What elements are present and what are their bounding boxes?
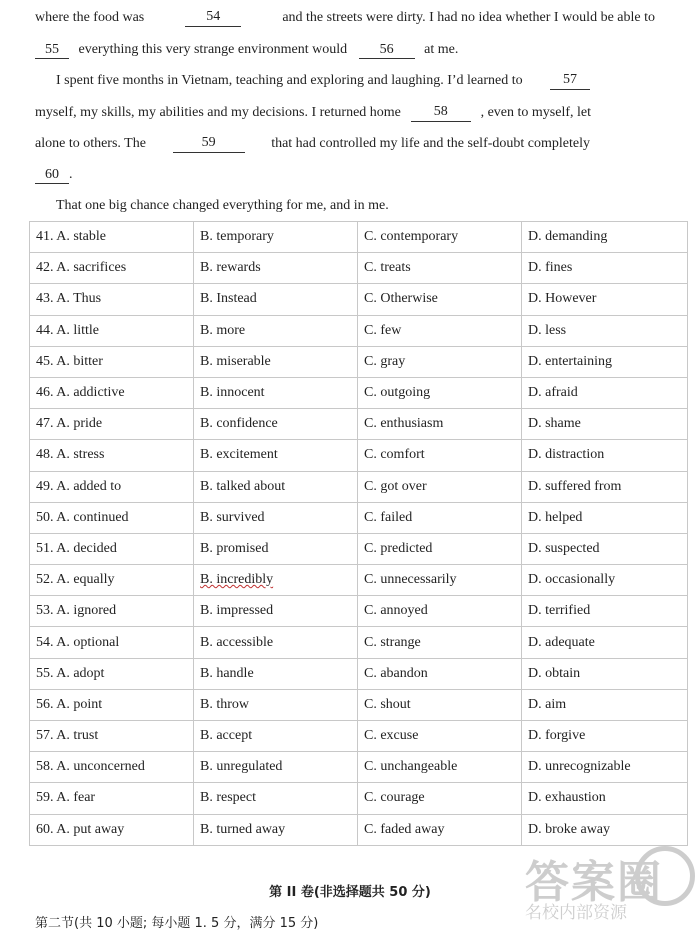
option-cell: C. contemporary <box>358 222 522 253</box>
option-cell: B. more <box>194 315 358 346</box>
blank-58: 58 <box>411 104 471 122</box>
option-cell: D. suspected <box>522 533 688 564</box>
option-cell: D. adequate <box>522 627 688 658</box>
option-cell: 51. A. decided <box>30 533 194 564</box>
blank-54: 54 <box>185 9 241 27</box>
option-cell: 54. A. optional <box>30 627 194 658</box>
option-row <box>30 689 688 720</box>
option-cell: C. predicted <box>358 533 522 564</box>
option-cell: B. temporary <box>194 222 358 253</box>
passage-line-2 <box>35 41 465 59</box>
text: where the food was <box>35 10 145 25</box>
option-row <box>30 596 688 627</box>
option-row <box>30 284 688 315</box>
option-cell: D. exhaustion <box>522 783 688 814</box>
option-cell: C. unnecessarily <box>358 565 522 596</box>
option-cell: C. failed <box>358 502 522 533</box>
option-cell: C. got over <box>358 471 522 502</box>
option-cell: C. few <box>358 315 522 346</box>
passage-line-5 <box>35 135 590 153</box>
option-cell: C. comfort <box>358 440 522 471</box>
option-cell: 56. A. point <box>30 689 194 720</box>
option-row <box>30 440 688 471</box>
option-cell: D. fines <box>522 253 688 284</box>
text: alone to others. The <box>35 136 146 151</box>
option-row <box>30 377 688 408</box>
option-cell: 45. A. bitter <box>30 346 194 377</box>
blank-60: 60 <box>35 167 69 184</box>
option-row <box>30 533 688 564</box>
option-cell: D. demanding <box>522 222 688 253</box>
option-cell: C. strange <box>358 627 522 658</box>
option-cell: 53. A. ignored <box>30 596 194 627</box>
option-cell: B. impressed <box>194 596 358 627</box>
option-row <box>30 752 688 783</box>
option-cell: 46. A. addictive <box>30 377 194 408</box>
option-cell: D. aim <box>522 689 688 720</box>
option-cell: B. throw <box>194 689 358 720</box>
option-cell: C. Otherwise <box>358 284 522 315</box>
option-row <box>30 471 688 502</box>
text: at me. <box>424 42 459 57</box>
option-cell: B. talked about <box>194 471 358 502</box>
option-cell: B. accept <box>194 721 358 752</box>
option-cell: D. less <box>522 315 688 346</box>
option-cell: C. gray <box>358 346 522 377</box>
blank-55: 55 <box>35 42 69 59</box>
option-row <box>30 721 688 752</box>
text: everything this very strange environment would <box>78 42 348 57</box>
option-cell: B. unregulated <box>194 752 358 783</box>
passage-line-4 <box>35 104 591 122</box>
option-cell: C. enthusiasm <box>358 409 522 440</box>
blank-57: 57 <box>550 72 590 90</box>
passage-line-7: That one big chance changed everything for me, and in me. <box>56 198 389 213</box>
text: . <box>69 167 73 182</box>
option-cell: D. occasionally <box>522 565 688 596</box>
text: that had controlled my life and the self-doubt completely <box>271 136 590 151</box>
option-cell: 58. A. unconcerned <box>30 752 194 783</box>
option-cell: C. faded away <box>358 814 522 845</box>
option-cell: B. promised <box>194 533 358 564</box>
option-cell: B. accessible <box>194 627 358 658</box>
option-row <box>30 315 688 346</box>
option-row <box>30 222 688 253</box>
option-cell: B. survived <box>194 502 358 533</box>
option-row <box>30 502 688 533</box>
option-row <box>30 814 688 845</box>
option-cell: D. broke away <box>522 814 688 845</box>
option-cell: C. shout <box>358 689 522 720</box>
passage-line-6 <box>35 166 655 184</box>
option-row <box>30 658 688 689</box>
option-cell: B. respect <box>194 783 358 814</box>
watermark-text: 答案圈 <box>525 857 663 908</box>
option-cell: 52. A. equally <box>30 565 194 596</box>
option-cell: 48. A. stress <box>30 440 194 471</box>
option-cell: C. unchangeable <box>358 752 522 783</box>
option-cell: 41. A. stable <box>30 222 194 253</box>
option-cell: D. suffered from <box>522 471 688 502</box>
option-cell: B. turned away <box>194 814 358 845</box>
option-cell: D. However <box>522 284 688 315</box>
option-cell: D. afraid <box>522 377 688 408</box>
option-cell: 50. A. continued <box>30 502 194 533</box>
option-cell: C. excuse <box>358 721 522 752</box>
option-row <box>30 253 688 284</box>
option-cell: D. shame <box>522 409 688 440</box>
text: and the streets were dirty. I had no idea whether I would be able to <box>282 10 655 25</box>
option-cell: C. abandon <box>358 658 522 689</box>
option-cell: C. outgoing <box>358 377 522 408</box>
option-cell: D. helped <box>522 502 688 533</box>
option-cell: D. entertaining <box>522 346 688 377</box>
option-row <box>30 346 688 377</box>
option-cell: C. annoyed <box>358 596 522 627</box>
passage-line-1 <box>35 9 655 27</box>
watermark-subtext: 名校内部资源 <box>525 903 627 923</box>
option-row <box>30 783 688 814</box>
option-cell: 59. A. fear <box>30 783 194 814</box>
option-cell: D. obtain <box>522 658 688 689</box>
option-cell: 60. A. put away <box>30 814 194 845</box>
option-cell: B. incredibly <box>194 565 358 596</box>
option-cell: 43. A. Thus <box>30 284 194 315</box>
text: I spent five months in Vietnam, teaching and exploring and laughing. I’d learned to <box>56 73 523 88</box>
option-cell: B. excitement <box>194 440 358 471</box>
option-cell: D. terrified <box>522 596 688 627</box>
option-cell: D. forgive <box>522 721 688 752</box>
option-cell: 55. A. adopt <box>30 658 194 689</box>
option-row <box>30 627 688 658</box>
blank-59: 59 <box>173 135 245 153</box>
option-cell: D. unrecognizable <box>522 752 688 783</box>
text: , even to myself, let <box>480 105 591 120</box>
option-cell: B. miserable <box>194 346 358 377</box>
text: myself, my skills, my abilities and my decisions. I returned home <box>35 105 401 120</box>
option-cell: B. rewards <box>194 253 358 284</box>
option-cell: B. confidence <box>194 409 358 440</box>
option-cell: B. innocent <box>194 377 358 408</box>
passage-line-3 <box>56 72 590 90</box>
option-cell: 47. A. pride <box>30 409 194 440</box>
option-cell: 44. A. little <box>30 315 194 346</box>
section-subtitle: 第二节(共 10 小题; 每小题 1. 5 分，满分 15 分) <box>35 916 319 931</box>
option-cell: C. treats <box>358 253 522 284</box>
option-row <box>30 409 688 440</box>
option-cell: C. courage <box>358 783 522 814</box>
option-cell: B. Instead <box>194 284 358 315</box>
option-cell: B. handle <box>194 658 358 689</box>
option-cell: D. distraction <box>522 440 688 471</box>
option-cell: 57. A. trust <box>30 721 194 752</box>
section-title: 第 II 卷(非选择题共 50 分) <box>269 885 431 900</box>
option-cell: 42. A. sacrifices <box>30 253 194 284</box>
blank-56: 56 <box>359 42 415 59</box>
options-table <box>29 221 688 846</box>
option-cell: 49. A. added to <box>30 471 194 502</box>
option-row <box>30 565 688 596</box>
